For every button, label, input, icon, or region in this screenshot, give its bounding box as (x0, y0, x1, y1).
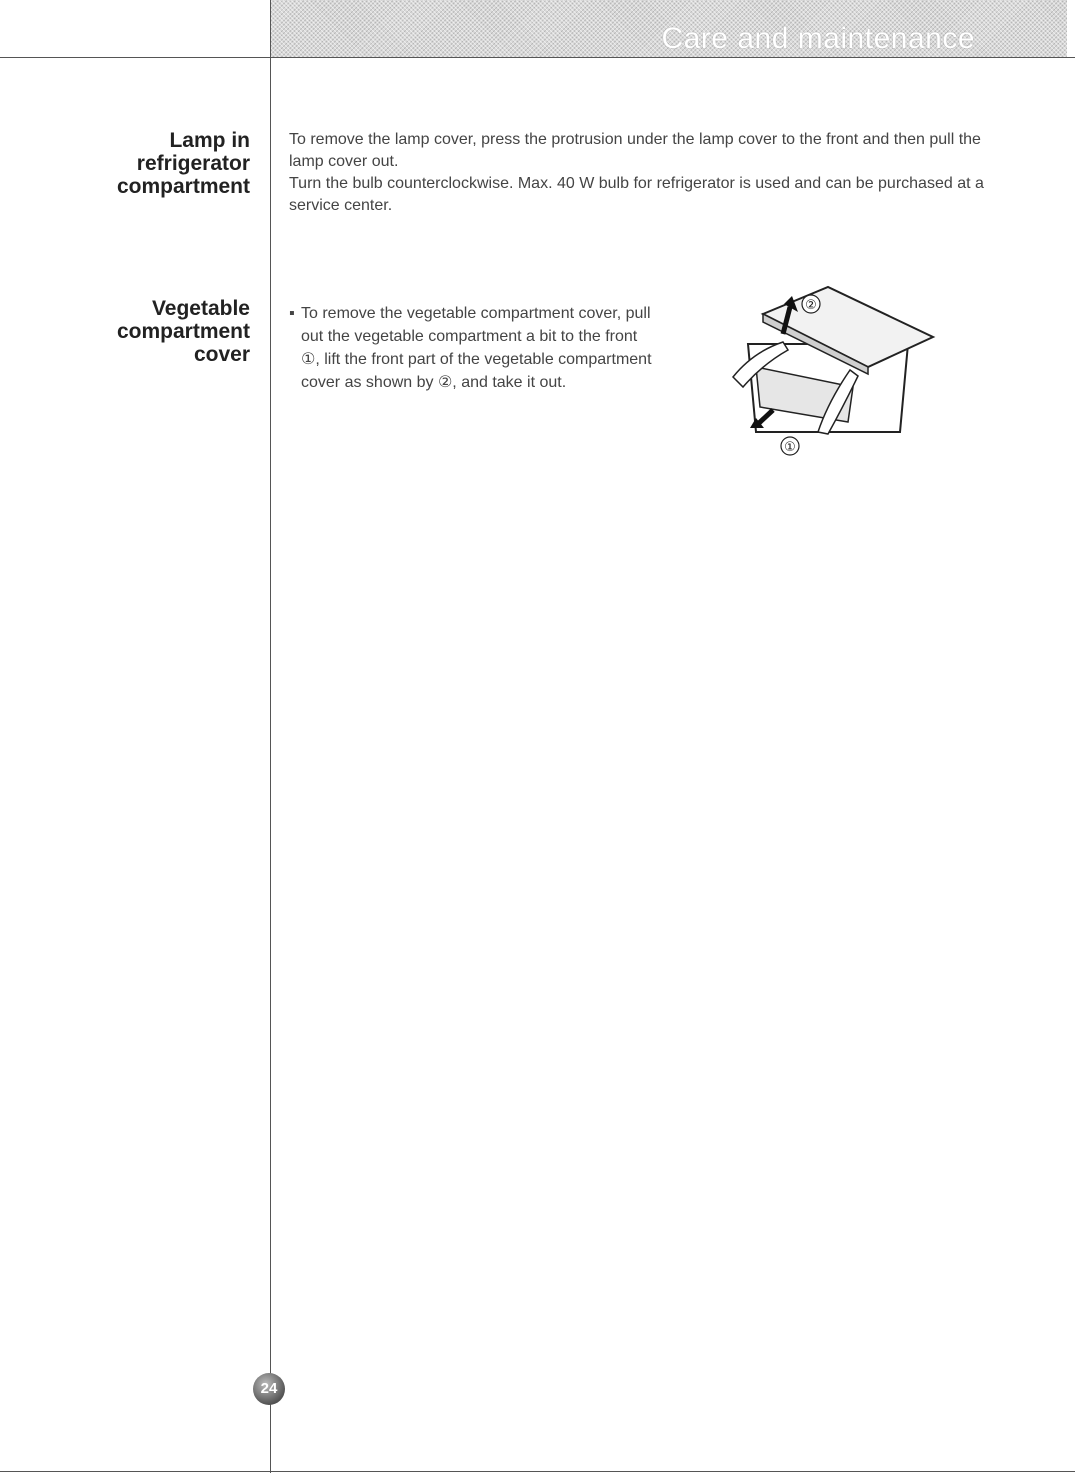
section-title: Care and maintenance (661, 22, 975, 55)
vegetable-section-body (289, 302, 659, 394)
lamp-section-body (289, 129, 989, 217)
vegetable-instruction: To remove the vegetable compartment cover, pull out the vegetable compartment a bit to the front ①, lift the front part of the vegetable compartment cover as shown by ②, and take it out. (301, 305, 652, 391)
top-rule (0, 57, 1075, 58)
step-1-label: ① (784, 440, 796, 455)
header-end-cap (1067, 0, 1075, 57)
lamp-paragraph-1: To remove the lamp cover, press the protrusion under the lamp cover to the front and then pull the lamp cover out. (289, 131, 981, 170)
page-number-badge: 24 (253, 1373, 285, 1405)
bullet-marker: ▪ (289, 305, 295, 322)
header-band (271, 0, 1067, 57)
step-2-label: ② (805, 298, 817, 313)
lamp-section-heading: Lamp in refrigerator compartment (116, 129, 250, 198)
vegetable-section-heading: Vegetable compartment cover (116, 297, 250, 366)
lamp-paragraph-2: Turn the bulb counterclockwise. Max. 40 W bulb for refrigerator is used and can be purchased at a service center. (289, 175, 984, 214)
bottom-rule (0, 1471, 1075, 1472)
vertical-rule (270, 0, 271, 1473)
vegetable-drawer-illustration (728, 282, 943, 462)
